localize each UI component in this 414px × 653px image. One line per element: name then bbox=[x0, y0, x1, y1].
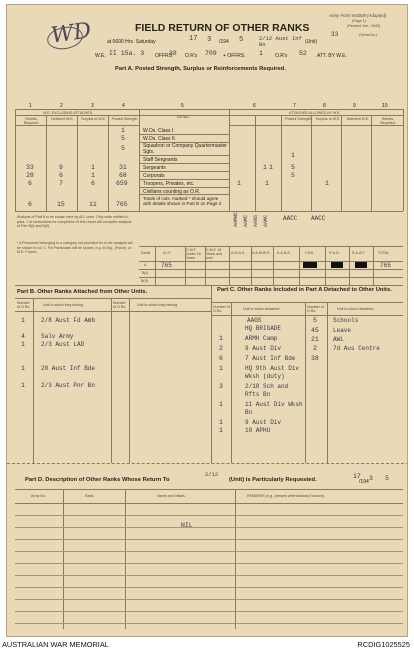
redaction-1 bbox=[303, 262, 317, 268]
part-a-title: Part A. Posted Strength, Surplus or Reinforcements Required. bbox=[115, 66, 286, 72]
part-c-row6-unit: HQ 9th Aust Div bbox=[245, 365, 300, 372]
analysis-h-cmf-under: C.M.F. Under 18 Years bbox=[186, 248, 201, 260]
sub-header-8: Surplus to W.E. bbox=[315, 117, 341, 121]
archive-footer bbox=[0, 638, 414, 653]
redaction-2 bbox=[331, 262, 343, 268]
form-title: FIELD RETURN OF OTHER RANKS bbox=[135, 22, 310, 34]
vmark-1: AAMWC bbox=[233, 211, 239, 227]
posted-wo1: 1 bbox=[121, 127, 125, 134]
form-ref-line4: (Serial No.) bbox=[359, 33, 378, 37]
col-num-5: 5 bbox=[181, 103, 184, 109]
part-b-row5-unit: 2/3 Aust Pnr Bn bbox=[41, 382, 96, 389]
part-c-row2-unit: HQ BRIGADE bbox=[245, 325, 282, 332]
part-d-h-name: Name and Initials. bbox=[157, 494, 186, 498]
part-c-row3-count: 1 bbox=[219, 335, 223, 342]
part-c-row8-unit: 2/18 Sch and Rfts Bn bbox=[245, 383, 289, 398]
plus-ors-value: 52 bbox=[299, 50, 307, 57]
ors-value: 709 bbox=[205, 50, 217, 57]
col-num-7: 7 bbox=[293, 103, 296, 109]
part-d-title: Part D. Description of Other Ranks Whose Return To bbox=[25, 477, 170, 483]
detail-header: DETAIL. bbox=[177, 115, 191, 119]
part-d-year-prefix: /194 bbox=[359, 479, 369, 485]
serial-number: 33 bbox=[331, 31, 339, 38]
part-b-row5-count: 1 bbox=[21, 382, 25, 389]
part-b-h-num2: Number of O.Rs. bbox=[113, 301, 127, 309]
deficient-sgt: 9 bbox=[59, 164, 63, 171]
analysis-h-cmf-over: C.M.F. 18 Years and over bbox=[206, 248, 223, 260]
part-c-row10-count: 1 bbox=[219, 419, 223, 426]
reinf-sgt: 33 bbox=[26, 164, 34, 171]
part-d-unit-value: 2/12 bbox=[205, 471, 219, 478]
part-c-row5-count2: 38 bbox=[311, 355, 319, 362]
reinf-cpl: 28 bbox=[26, 172, 34, 179]
analysis-h-awas: A.W.A.S. bbox=[231, 251, 246, 255]
vmark-3: AANS bbox=[253, 214, 259, 227]
att-pte-c: 1 bbox=[325, 180, 329, 187]
detail-row-totals: Totals of cols. marked * should agree with details shown in Part B on Page 2 bbox=[143, 196, 222, 207]
part-c-row9-count: 1 bbox=[219, 401, 223, 408]
surplus-total: 11 bbox=[89, 201, 97, 208]
redaction-3 bbox=[355, 262, 367, 268]
part-c-h-num2: Number of O.Rs. bbox=[307, 305, 324, 313]
part-d-unit-label: (Unit) is Particularly Requested. bbox=[229, 477, 317, 483]
part-c-row3-count2: 21 bbox=[311, 336, 319, 343]
part-b-h-unit2: Unit to which they belong bbox=[137, 303, 178, 307]
ors-label: O.R's bbox=[185, 53, 198, 59]
form-ref-line3: (Revised Jan., 1943) bbox=[347, 24, 381, 28]
part-d-month: 3 bbox=[369, 475, 373, 482]
surplus-cpl: 1 bbox=[91, 172, 95, 179]
analysis-row-a: A bbox=[144, 263, 147, 267]
posted-wo2: 5 bbox=[121, 135, 125, 142]
we-label: W.E. bbox=[95, 53, 106, 59]
col-num-8: 8 bbox=[323, 103, 326, 109]
part-b-row3-unit: 2/3 Aust LAD bbox=[41, 341, 85, 348]
reinf-total: 6 bbox=[28, 201, 32, 208]
sub-header-1: Reinfts. Required. bbox=[23, 117, 40, 125]
sub-header-3: Surplus to W.E. bbox=[81, 117, 106, 121]
date-month: 3 bbox=[207, 36, 212, 44]
unit-value: 2/12 Aust Inf Bn bbox=[259, 35, 302, 48]
part-b-h-num: Number of O.Rs. bbox=[17, 301, 31, 309]
att-sgt: 5 bbox=[291, 164, 295, 171]
vmark-2: AAMC bbox=[243, 214, 249, 227]
part-c-row9-unit: 11 Aust Div Wksh Bn bbox=[245, 401, 303, 416]
form-sheet bbox=[6, 4, 408, 637]
we-value: II 15a. 3 bbox=[109, 50, 145, 57]
analysis-note: Analysis of Part A to be shown here by ALL units. Only units entitled in para. 7 of instructions for completion of this return will complete analysis of Part B(I) and B(II). bbox=[17, 215, 132, 229]
part-c-row1-count2: 5 bbox=[313, 317, 317, 324]
part-c-row2-count2: 45 bbox=[311, 327, 319, 334]
att-wo2: 1 bbox=[291, 152, 295, 159]
header-time-prefix: at 0600 Hrs. Saturday bbox=[107, 39, 156, 45]
sub-header-4: Posted Strength bbox=[111, 117, 138, 121]
part-c-h-num: Number of O.Rs. bbox=[213, 305, 230, 313]
att-label: ATT. BY W.E. bbox=[317, 53, 347, 59]
att-pc-sgt: 1 bbox=[263, 164, 267, 171]
detail-row-civ: Civilians counting as O.R. bbox=[143, 189, 201, 195]
posted-cqms: 5 bbox=[121, 145, 125, 152]
part-c-title: Part C. Other Ranks Included in Part A Detached to Other Units. bbox=[217, 287, 392, 293]
footer-left: AUSTRALIAN WAR MEMORIAL bbox=[2, 640, 109, 649]
analysis-note-2: * A Personnel belonging to a category not provided for in the analysis will be shown in col. 1. For Particulars will be shown, e.g. M.Sig., (Force), or M.E. Forces. bbox=[17, 241, 133, 255]
part-c-h-unit: Unit to which detached bbox=[243, 307, 280, 311]
part-c-row4-count: 2 bbox=[219, 345, 223, 352]
detail-row-pte: Troopers, Privates, etc. bbox=[143, 181, 195, 187]
sub-header-9: Deficient W.E. bbox=[346, 117, 370, 121]
deficient-pte: 7 bbox=[59, 180, 63, 187]
part-b-row4-unit: 20 Aust Inf Bde bbox=[41, 365, 96, 372]
col-num-6: 6 bbox=[253, 103, 256, 109]
col-num-10: 10 bbox=[382, 103, 388, 109]
part-c-row3-unit: ARMH Camp bbox=[245, 335, 278, 342]
part-d-h-rank: Rank. bbox=[85, 494, 95, 498]
col-num-2: 2 bbox=[60, 103, 63, 109]
wd-stamp: WD bbox=[49, 18, 93, 49]
part-c-row3-unit2: AWL bbox=[333, 336, 344, 343]
part-c-row8-count: 3 bbox=[219, 383, 223, 390]
att-pte-a: 1 bbox=[237, 180, 241, 187]
part-b-row2-unit: Salv Army bbox=[41, 333, 74, 340]
plus-offrs-label: + OFFRS. bbox=[223, 53, 246, 59]
form-ref-line1: Army Form W3009 (Adapted) bbox=[329, 13, 387, 18]
analysis-h-detail: Detail bbox=[141, 251, 151, 255]
part-b-title: Part B. Other Ranks Attached from Other Units. bbox=[17, 289, 148, 295]
analysis-row-b2: B(II) bbox=[141, 279, 148, 283]
reinf-pte: 6 bbox=[28, 180, 32, 187]
part-b-h-unit: Unit to which they belong bbox=[43, 303, 84, 307]
part-b-row3-count: 1 bbox=[21, 341, 25, 348]
analysis-h-ran: R.A.N. bbox=[329, 251, 340, 255]
we-excl-header: W.E. EXCLUDING ATTACHED. bbox=[43, 111, 94, 115]
detail-row-sgt: Sergeants bbox=[143, 165, 166, 171]
analysis-h-aamws: A.A.M.W.S. bbox=[252, 251, 271, 255]
analysis-h-raaf: R.A.A.F. bbox=[352, 251, 366, 255]
part-c-h-unit2: Unit to which detached bbox=[337, 307, 374, 311]
surplus-pte: 6 bbox=[91, 180, 95, 187]
date-day: 17 bbox=[189, 35, 198, 43]
analysis-total-value: 765 bbox=[380, 262, 391, 269]
analysis-h-total: TOTAL bbox=[378, 251, 390, 255]
deficient-cpl: 6 bbox=[59, 172, 63, 179]
analysis-h-civil: CIVIL bbox=[305, 251, 314, 255]
plus-ors-label: O.R's bbox=[275, 53, 288, 59]
posted-total: 765 bbox=[116, 201, 128, 208]
part-c-row5-count: 6 bbox=[219, 355, 223, 362]
part-c-row5-unit: 7 Aust Inf Bde bbox=[245, 355, 296, 362]
part-c-row2-unit2: Leave bbox=[333, 327, 352, 334]
aacc-2: AACC bbox=[311, 215, 326, 222]
part-d-day: 17 bbox=[353, 473, 361, 480]
part-c-row4-unit2: 7d Aus Centre bbox=[333, 345, 380, 352]
detail-row-cqms: Squadron or Company Quartermaster Sgts. bbox=[143, 143, 227, 155]
plus-offrs-value: 1 bbox=[259, 50, 263, 57]
col-num-3: 3 bbox=[91, 103, 94, 109]
col-num-9: 9 bbox=[353, 103, 356, 109]
sub-header-10: Reinfts. Required. bbox=[380, 117, 396, 125]
att-allowed-header: ATTACHED ALLOWED BY W.E. bbox=[289, 111, 341, 115]
part-d-year-digit: 5 bbox=[385, 475, 389, 482]
year-prefix: /194 bbox=[219, 39, 229, 45]
att-cpl: 5 bbox=[291, 172, 295, 179]
year-digit: 5 bbox=[239, 36, 244, 44]
part-c-row1-unit: AAGS bbox=[247, 317, 262, 324]
analysis-h-aif: A.I.F. bbox=[163, 251, 172, 255]
part-d-h-armyno: Army No. bbox=[31, 494, 46, 498]
part-c-row1-unit2: Schools bbox=[333, 317, 359, 324]
detail-row-ssgt: Staff Sergeants bbox=[143, 157, 178, 163]
detail-row-wo1: W.Os. Class I. bbox=[143, 128, 175, 134]
unit-label: (Unit) bbox=[305, 39, 318, 45]
detail-row-wo2: W.Os. Class II. bbox=[143, 136, 177, 142]
deficient-total: 15 bbox=[57, 201, 65, 208]
part-c-row4-unit: 9 Aust Div bbox=[245, 345, 282, 352]
col-num-4: 4 bbox=[122, 103, 125, 109]
part-c-row7-unit: Wksh (duty) bbox=[245, 373, 285, 380]
analysis-aif-value: 765 bbox=[161, 262, 172, 269]
part-c-row10-unit: 9 Aust Div bbox=[245, 419, 282, 426]
posted-sgt: 31 bbox=[119, 164, 127, 171]
form-ref-line2: (Page 1) bbox=[352, 19, 366, 23]
part-d-h-remarks: REMARKS (e.g., present whereabouts if known). bbox=[247, 494, 325, 498]
part-b-row1-count: 1 bbox=[21, 317, 25, 324]
att-pc-sgt2: 1 bbox=[269, 164, 273, 171]
vmark-4: AAMC bbox=[263, 214, 269, 227]
posted-cpl: 68 bbox=[119, 172, 127, 179]
posted-pte: 659 bbox=[116, 180, 128, 187]
part-d-nil: NIL bbox=[181, 522, 193, 529]
footer-right: RCDIG1025525 bbox=[357, 640, 410, 649]
part-b-row2-count: 4 bbox=[21, 333, 25, 340]
part-b-row1-unit: 2/8 Aust Fd Amb bbox=[41, 317, 96, 324]
part-c-row6-count: 1 bbox=[219, 365, 223, 372]
surplus-sgt: 1 bbox=[91, 164, 95, 171]
analysis-h-aans: A.A.N.S. bbox=[277, 251, 291, 255]
col-num-1: 1 bbox=[29, 103, 32, 109]
part-b-row4-count: 1 bbox=[21, 365, 25, 372]
part-c-row11-count: 1 bbox=[219, 427, 223, 434]
att-pte-b: 1 bbox=[265, 180, 269, 187]
analysis-row-b1: B(I) bbox=[142, 271, 148, 275]
sub-header-7: Posted Strength bbox=[285, 117, 311, 121]
part-c-row11-unit: 10 APHU bbox=[245, 427, 271, 434]
detail-row-cpl: Corporals bbox=[143, 173, 165, 179]
part-c-row4-count2: 2 bbox=[313, 345, 317, 352]
aacc-1: AACC bbox=[283, 215, 298, 222]
offrs-value: 38 bbox=[169, 50, 177, 57]
sub-header-2: Deficient W.E. bbox=[51, 117, 74, 121]
offrs-label: OFFRS bbox=[155, 53, 172, 59]
